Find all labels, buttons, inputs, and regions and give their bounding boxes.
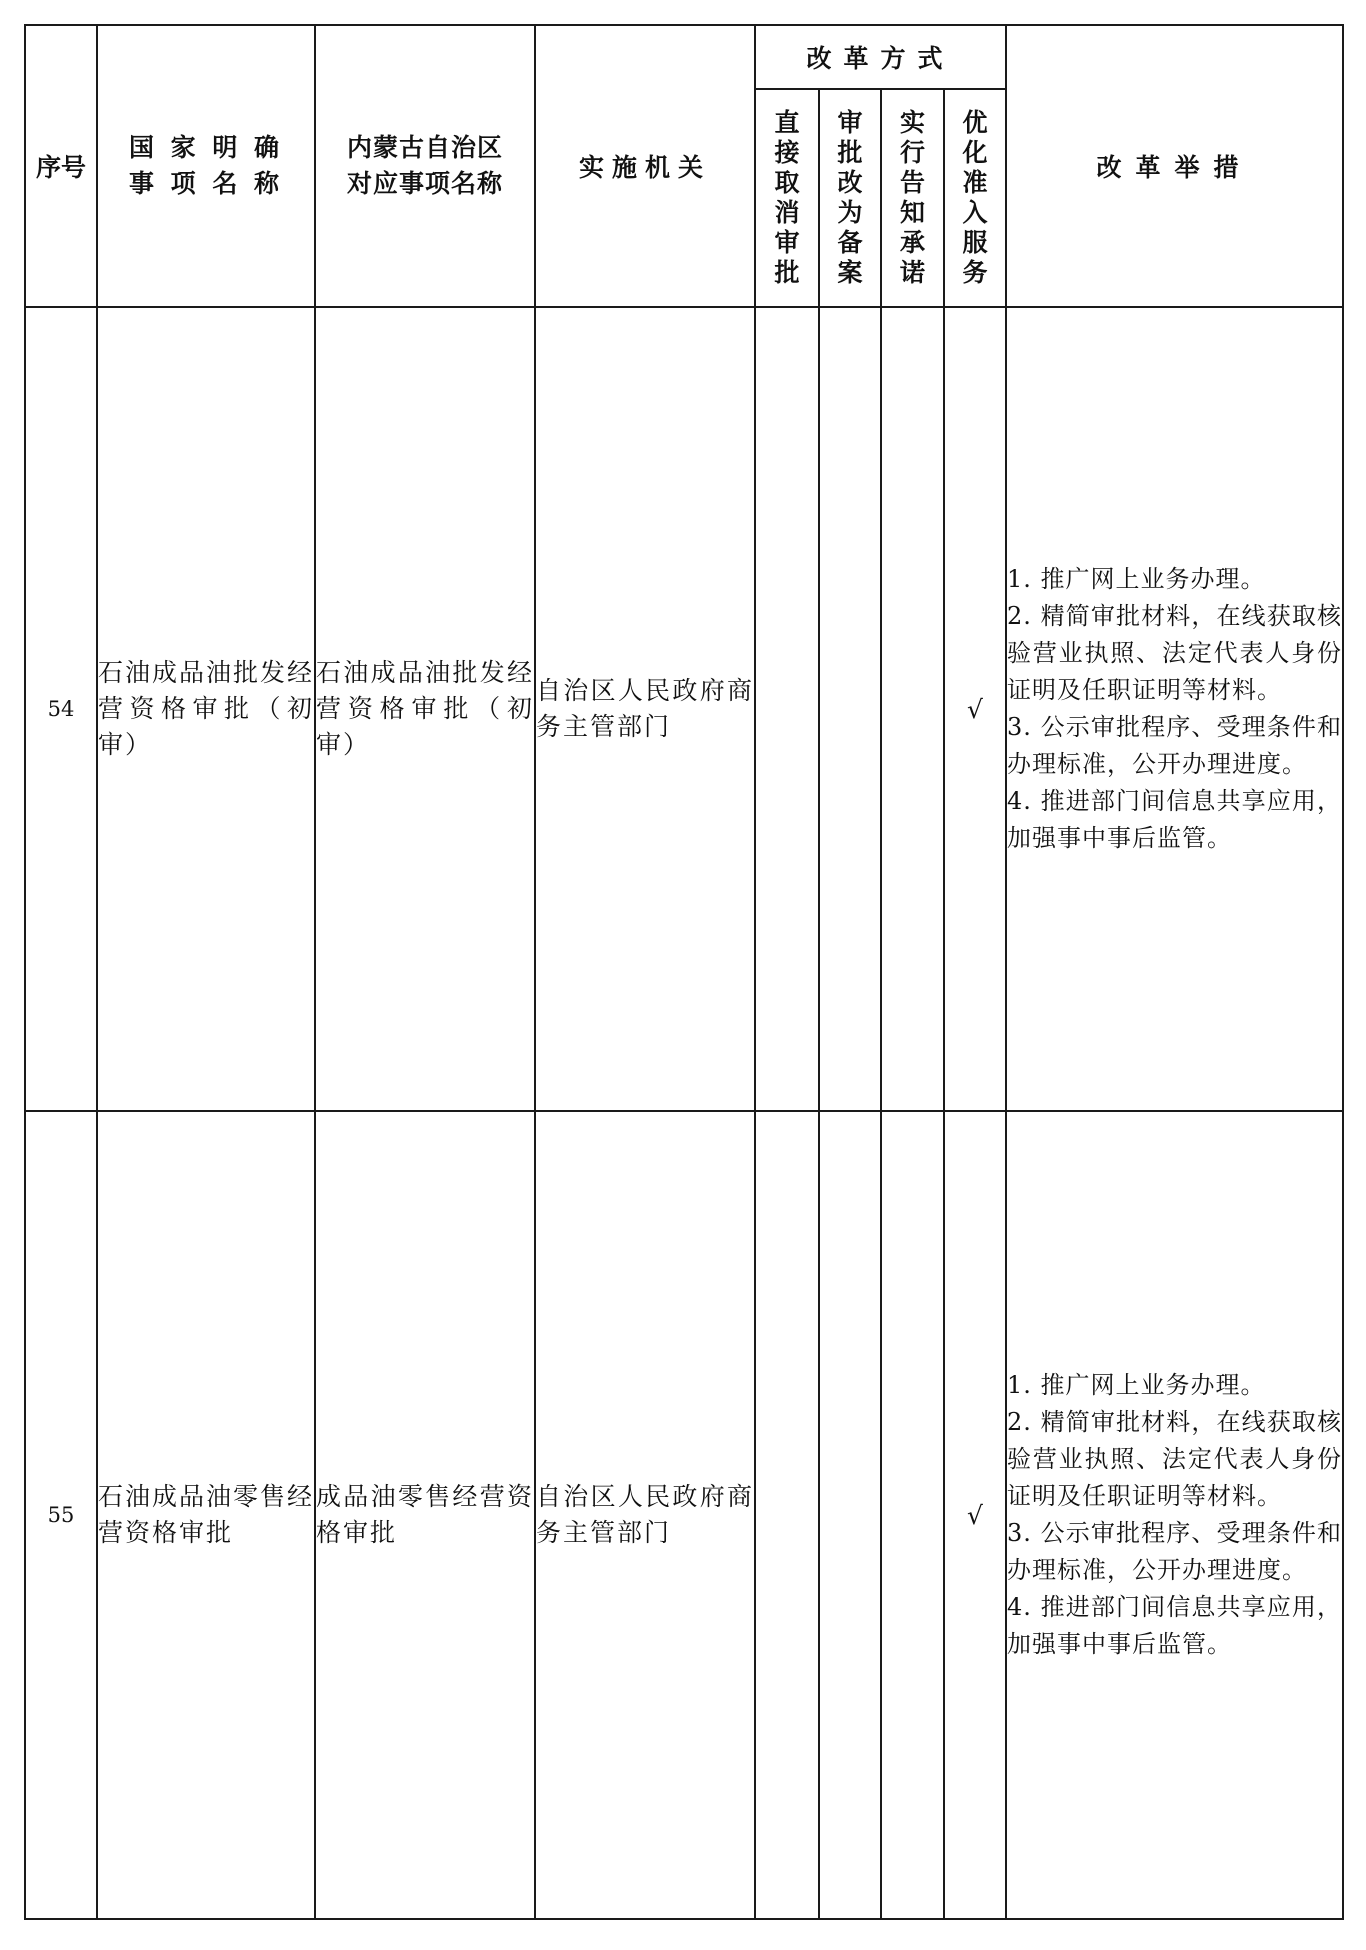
- row-method-optimize-check: √: [944, 307, 1006, 1111]
- row-national-item: 石油成品油批发经营资格审批（初审）: [97, 307, 315, 1111]
- header-method-group: 改革方式: [755, 25, 1006, 89]
- row-method-filing: [819, 1111, 881, 1919]
- header-agency: 实施机关: [535, 25, 755, 307]
- measure-item: 3. 公示审批程序、受理条件和办理标准，公开办理进度。: [1007, 1519, 1343, 1584]
- header-region-item: 内蒙古自治区 对应事项名称: [315, 25, 535, 307]
- header-seq: 序号: [25, 25, 97, 307]
- header-method-filing: 审批改为备案: [819, 89, 881, 307]
- measure-item: 2. 精简审批材料，在线获取核验营业执照、法定代表人身份证明及任职证明等材料。: [1007, 1408, 1343, 1510]
- measure-item: 4. 推进部门间信息共享应用，加强事中事后监管。: [1007, 787, 1343, 852]
- row-measures: [1006, 307, 1343, 1111]
- row-method-notice: [881, 307, 944, 1111]
- header-method-optimize: 优化准入服务: [944, 89, 1006, 307]
- reform-table: [24, 24, 1344, 1920]
- header-method-cancel: 直接取消审批: [755, 89, 819, 307]
- row-national-item: 石油成品油零售经营资格审批: [97, 1111, 315, 1919]
- row-method-optimize-check: √: [944, 1111, 1006, 1919]
- header-method-notice: 实行告知承诺: [881, 89, 944, 307]
- row-region-item: 成品油零售经营资格审批: [315, 1111, 535, 1919]
- header-measures: 改革举措: [1006, 25, 1343, 307]
- table-row: [25, 307, 1343, 1111]
- row-method-notice: [881, 1111, 944, 1919]
- measure-item: 1. 推广网上业务办理。: [1007, 565, 1266, 593]
- header-national-item: 国 家 明 确 事 项 名 称: [97, 25, 315, 307]
- measure-item: 1. 推广网上业务办理。: [1007, 1371, 1266, 1399]
- measure-item: 3. 公示审批程序、受理条件和办理标准，公开办理进度。: [1007, 713, 1343, 778]
- row-method-filing: [819, 307, 881, 1111]
- row-method-cancel: [755, 307, 819, 1111]
- row-measures: [1006, 1111, 1343, 1919]
- row-seq: 55: [25, 1111, 97, 1919]
- row-region-item: 石油成品油批发经营资格审批（初审）: [315, 307, 535, 1111]
- row-agency: 自治区人民政府商务主管部门: [535, 1111, 755, 1919]
- table-row: [25, 1111, 1343, 1919]
- row-agency: 自治区人民政府商务主管部门: [535, 307, 755, 1111]
- measure-item: 2. 精简审批材料，在线获取核验营业执照、法定代表人身份证明及任职证明等材料。: [1007, 602, 1343, 704]
- row-seq: 54: [25, 307, 97, 1111]
- measure-item: 4. 推进部门间信息共享应用，加强事中事后监管。: [1007, 1593, 1343, 1658]
- row-method-cancel: [755, 1111, 819, 1919]
